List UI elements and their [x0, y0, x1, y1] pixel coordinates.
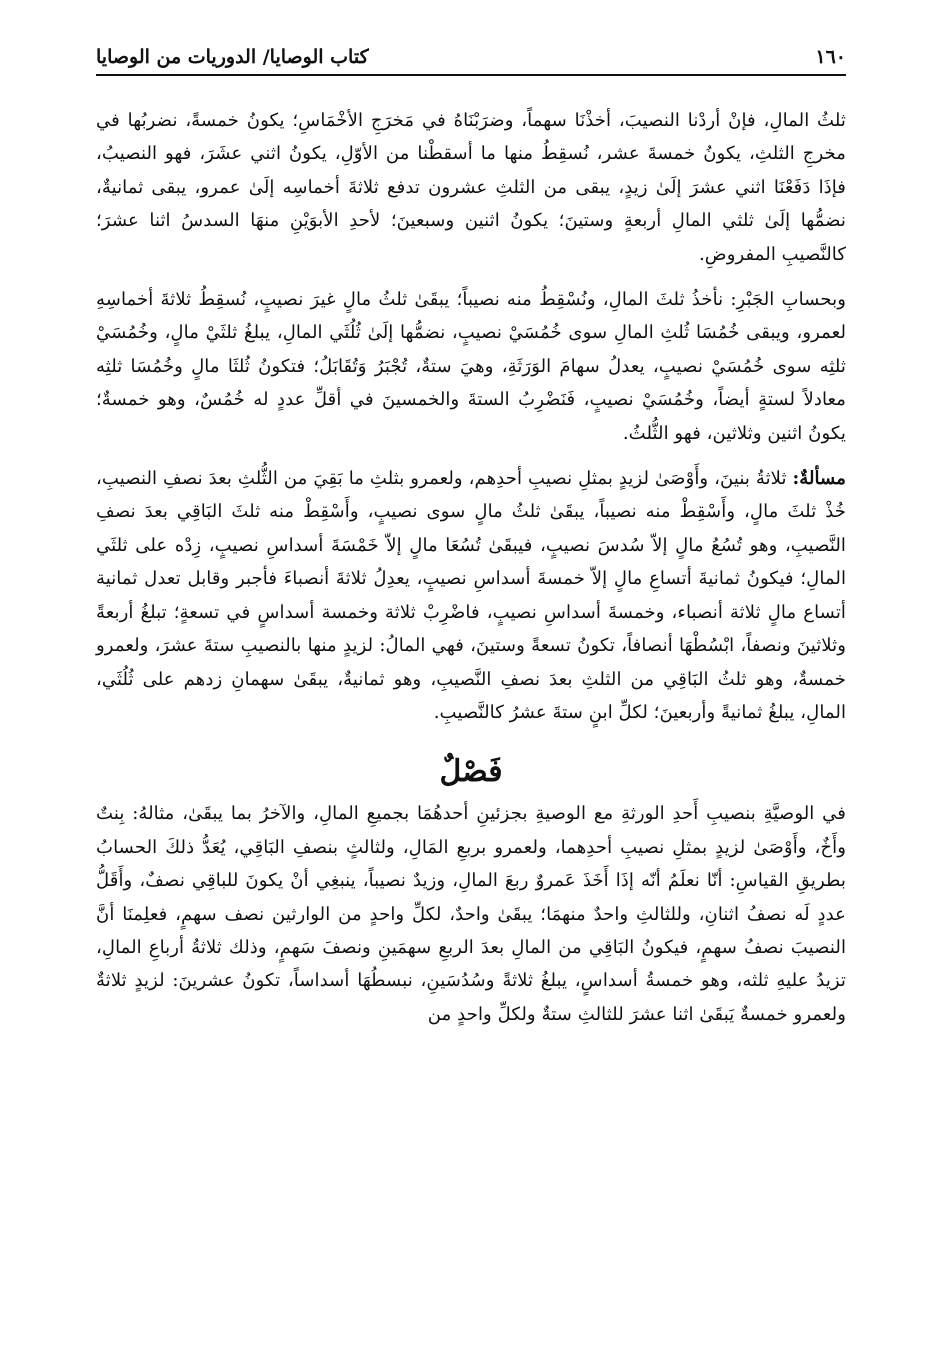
- running-head: [96, 36, 846, 70]
- page-number: ١٦٠: [815, 46, 846, 68]
- running-title: كتاب الوصايا/ الدوريات من الوصايا: [96, 46, 369, 68]
- mas-ala-label: مسألةٌ:: [792, 468, 846, 490]
- paragraph-1: ثلثُ المالِ، فإنْ أردْنا النصيبَ، أخذْنَا سهماً، وضرَبْنَاهُ في مَخرَجِ الأخْمَاسِ؛ يكونُ خمسةً، نضربُها في مخرجِ الثلثِ، يكونُ خمسةَ عشر، نُسقِطُ منها ما أسقطْنا من الأوّلِ، يكونُ اثني عشَرَ، فهو النصيبُ، فإذَا دَفَعْنَا اثني عشرَ إلَىٰ زيدٍ، يبقى من الثلثِ عشرون تدفع ثلاثةَ أخماسِه إلَىٰ عمرو، يبقى ثمانيةٌ، نضمُّها إلَىٰ ثلثي المالِ أربعةٍ وستينَ؛ يكونُ اثنين وسبعينَ؛ لأحدِ الأبوَيْنِ منهَا السدسُ اثنا عشرَ؛ كالنَّصيبِ المفروضِ.: [96, 110, 846, 265]
- paragraph-2: وبحسابِ الجَبْرِ: نأخذُ ثلثَ المالِ، ونُسْقِطُ منه نصيباً؛ يبقَىٰ ثلثُ مالٍ غيرَ نصيبٍ، نُسقِطُ ثلاثةَ أخماسِهِ لعمرو، ويبقى خُمُسَا ثُلثِ المالِ سوى خُمُسَيْ نصيبٍ، نضمُّها إلَىٰ ثُلُثَي المالِ، يبلغُ ثلثَيْ مالٍ، وخُمُسَيْ ثلثِه سوى خُمُسَيْ نصيبٍ، يعدلُ سهامَ الوَرَثَةِ، وهيَ ستةٌ، تُجْبَرُ وَتُقَابَلُ؛ فتكونُ ثُلثَا مالٍ وخُمُسَا ثلثِه معادلاً لستةٍ أيضاً، وخُمُسَيْ نصيبٍ، فَنَضْرِبُ الستةَ والخمسينَ في أقلِّ عددٍ له خُمُسٌ، وهو خمسةٌ؛ يكونُ اثنين وثلاثين، فهو الثُّلثُ.: [96, 289, 846, 444]
- paragraph-3: [96, 462, 846, 729]
- paragraph-3-body: ثلاثةُ بنينَ، وأَوْصَىٰ لزيدٍ بمثلِ نصيبِ أحدِهم، ولعمرو بثلثِ ما بَقِيَ من الثُّلثِ بعدَ نصفِ النصيبِ، خُذْ ثلثَ مالٍ، وأَسْقِطْ منه نصيباً، يبقَىٰ ثلثُ مالٍ سوى نصيبٍ، وأَسْقِطْ منه ثلثَ البَاقِي بعدَ نصفِ النَّصيبِ، وهو تُسُعُ مالٍ إلاّ سُدسَ نصيبٍ، فيبقَىٰ تُسُعَا مالٍ إلاّ خَمْسَةَ أسداسِ نصيبٍ، زِدْه على ثلثَي المالِ؛ فيكونُ ثمانيةَ أتساعِ مالٍ إلاّ خمسةَ أسداسِ نصيبٍ، يعدِلُ ثلاثةَ أنصباءَ فأجبر وقابل تعدل ثمانية أتساع مالٍ ثلاثة أنصباء، وخمسةَ أسداسِ نصيبٍ، فاضْرِبْ ثلاثة وخمسة أسداسٍ في تسعةٍ؛ تبلغُ أربعةً وثلاثينَ ونصفاً، ابْسُطْهَا أنصافاً، تكونُ تسعةً وستينَ، فهي المالُ: لزيدٍ منها بالنصيبِ ستةَ عشرَ، ولعمرو خمسةٌ، وهو ثلثُ البَاقِي من الثلثِ بعدَ نصفِ النَّصيبِ، وهو ثمانيةٌ، يبقَىٰ سهمانِ زدهم على ثُلُثَي، المالِ، يبلغُ ثمانيةً وأربعينَ؛ لكلِّ ابنٍ ستةَ عشرُ كالنَّصيبِ.: [96, 468, 846, 723]
- section-paragraph: في الوصيَّةِ بنصيبِ أَحدِ الورثةِ مع الوصيةِ بجزئينِ أحدهُمَا بجميعِ المالِ، والآخرُ بما يبقَىٰ، مثالهُ: بِنتٌ وأَخٌ، وأَوْصَىٰ لزيدٍ بمثلِ نصيبِ أحدِهما، ولعمرو بربعِ المَالِ، ولثالثٍ بنصفِ البَاقِي، يُعَدُّ ذلكَ الحسابُ بطريقِ القياسِ: أنّا نعلَمُ أنّه إذَا أَخَذَ عَمروٌ ربعَ المالِ، وزيدٌ نصيباً، ينبغِي أنْ يكونَ للباقِي نصفٌ، وأَقَلُّ عددٍ لَه نصفُ اثنانِ، وللثالثِ واحدٌ منهمَا؛ يبقَىٰ واحدٌ، لكلِّ واحدٍ من الوارثين نصف سهمٍ، فعلِمنَا أنَّ النصيبَ نصفُ سهمٍ، فيكونُ البَاقِي من المالِ بعدَ الربعِ سهمَينِ ونصفَ سَهمٍ، وذلك ثلاثةُ أرباعِ المالِ، تزيدُ عليهِ ثلثه، وهو خمسةُ أسداسٍ، يبلغُ ثلاثةً وسُدُسَينِ، نبسطُهَا أسداساً، تكونُ عشرينَ: لزيدٍ ثلاثةٌ ولعمرو خمسةٌ يَبقَىٰ اثنا عشرَ للثالثِ ستةٌ ولكلِّ واحدٍ من: [96, 803, 846, 1025]
- header-rule: [96, 74, 846, 76]
- book-page: [96, 36, 846, 1326]
- section-heading: فَصْلٌ: [439, 754, 503, 790]
